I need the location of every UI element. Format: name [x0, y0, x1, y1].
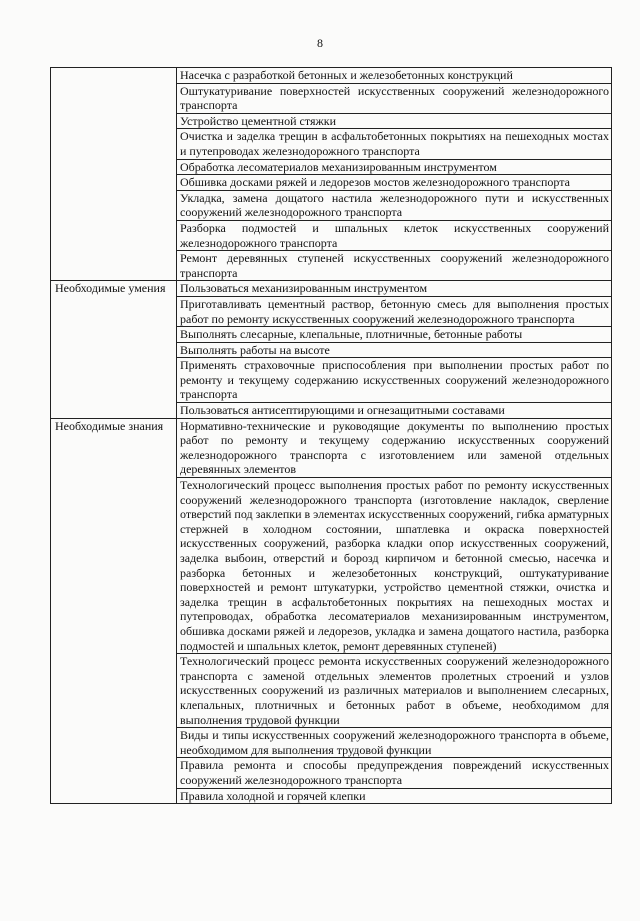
list-item: Укладка, замена дощатого настила железнодорожного пути и искусственных сооружений железнодорожного транспорта — [177, 190, 612, 220]
list-item: Технологический процесс выполнения простых работ по ремонту искусственных сооружений железнодорожного транспорта (изготовление накладок, сверление отверстий под заклепки в элементах искусственных сооружений, гибка арматурных стержней в холодном состоянии, шпатлевка и окраска поверхностей искусственных сооружений, разборка кладки опор искусственных сооружений, заделка выбоин, отверстий и борозд кирпичом и бетонной смесью, насечка и разборка бетонных и железобетонных конструкций, оштукатуривание поверхностей и ремонт штукатурки, устройство цементной стяжки, очистка и заделка трещин в асфальтобетонных покрытиях на пешеходных мостах и путепроводах, обработка лесоматериалов механизированным инструментом, обшивка досками ряжей и ледорезов, укладка и замена дощатого настила, разборка подмостей и шпальных клеток, ремонт деревянных ступеней) — [177, 478, 612, 654]
section-label — [51, 68, 177, 281]
list-item: Нормативно-технические и руководящие документы по выполнению простых работ по ремонту и текущему содержанию искусственных сооружений железнодорожного транспорта с изготовлением или заменой отдельных деревянных элементов — [177, 418, 612, 477]
list-item: Правила холодной и горячей клепки — [177, 788, 612, 804]
table-row — [51, 281, 612, 297]
list-item: Технологический процесс ремонта искусственных сооружений железнодорожного транспорта с заменой отдельных элементов пролетных строений и узлов искусственных сооружений из различных материалов и выполнением слесарных, клепальных, плотничных и бетонных работ в объеме, необходимом для выполнения трудовой функции — [177, 654, 612, 728]
list-item: Пользоваться механизированным инструментом — [177, 281, 612, 297]
list-item: Обшивка досками ряжей и ледорезов мостов железнодорожного транспорта — [177, 175, 612, 191]
list-item: Насечка с разработкой бетонных и железобетонных конструкций — [177, 68, 612, 84]
list-item: Разборка подмостей и шпальных клеток искусственных сооружений железнодорожного транспорта — [177, 220, 612, 250]
list-item: Устройство цементной стяжки — [177, 113, 612, 129]
list-item: Оштукатуривание поверхностей искусственных сооружений железнодорожного транспорта — [177, 83, 612, 113]
list-item: Ремонт деревянных ступеней искусственных сооружений железнодорожного транспорта — [177, 251, 612, 281]
table-row — [51, 68, 612, 84]
section-label-skills: Необходимые умения — [51, 281, 177, 418]
list-item: Применять страховочные приспособления при выполнении простых работ по ремонту и текущему содержанию искусственных сооружений железнодорожного транспорта — [177, 358, 612, 403]
list-item: Выполнять слесарные, клепальные, плотничные, бетонные работы — [177, 327, 612, 343]
list-item: Виды и типы искусственных сооружений железнодорожного транспорта в объеме, необходимом для выполнения трудовой функции — [177, 728, 612, 758]
list-item: Правила ремонта и способы предупреждения повреждений искусственных сооружений железнодорожного транспорта — [177, 758, 612, 788]
list-item: Обработка лесоматериалов механизированным инструментом — [177, 159, 612, 175]
section-label-knowledge: Необходимые знания — [51, 418, 177, 803]
page-number: 8 — [317, 36, 323, 50]
list-item: Приготавливать цементный раствор, бетонную смесь для выполнения простых работ по ремонту искусственных сооружений железнодорожного транспорта — [177, 296, 612, 326]
table-row — [51, 418, 612, 477]
list-item: Выполнять работы на высоте — [177, 342, 612, 358]
list-item: Очистка и заделка трещин в асфальтобетонных покрытиях на пешеходных мостах и путепроводах железнодорожного транспорта — [177, 129, 612, 159]
list-item: Пользоваться антисептирующими и огнезащитными составами — [177, 403, 612, 419]
requirements-table — [50, 67, 612, 804]
